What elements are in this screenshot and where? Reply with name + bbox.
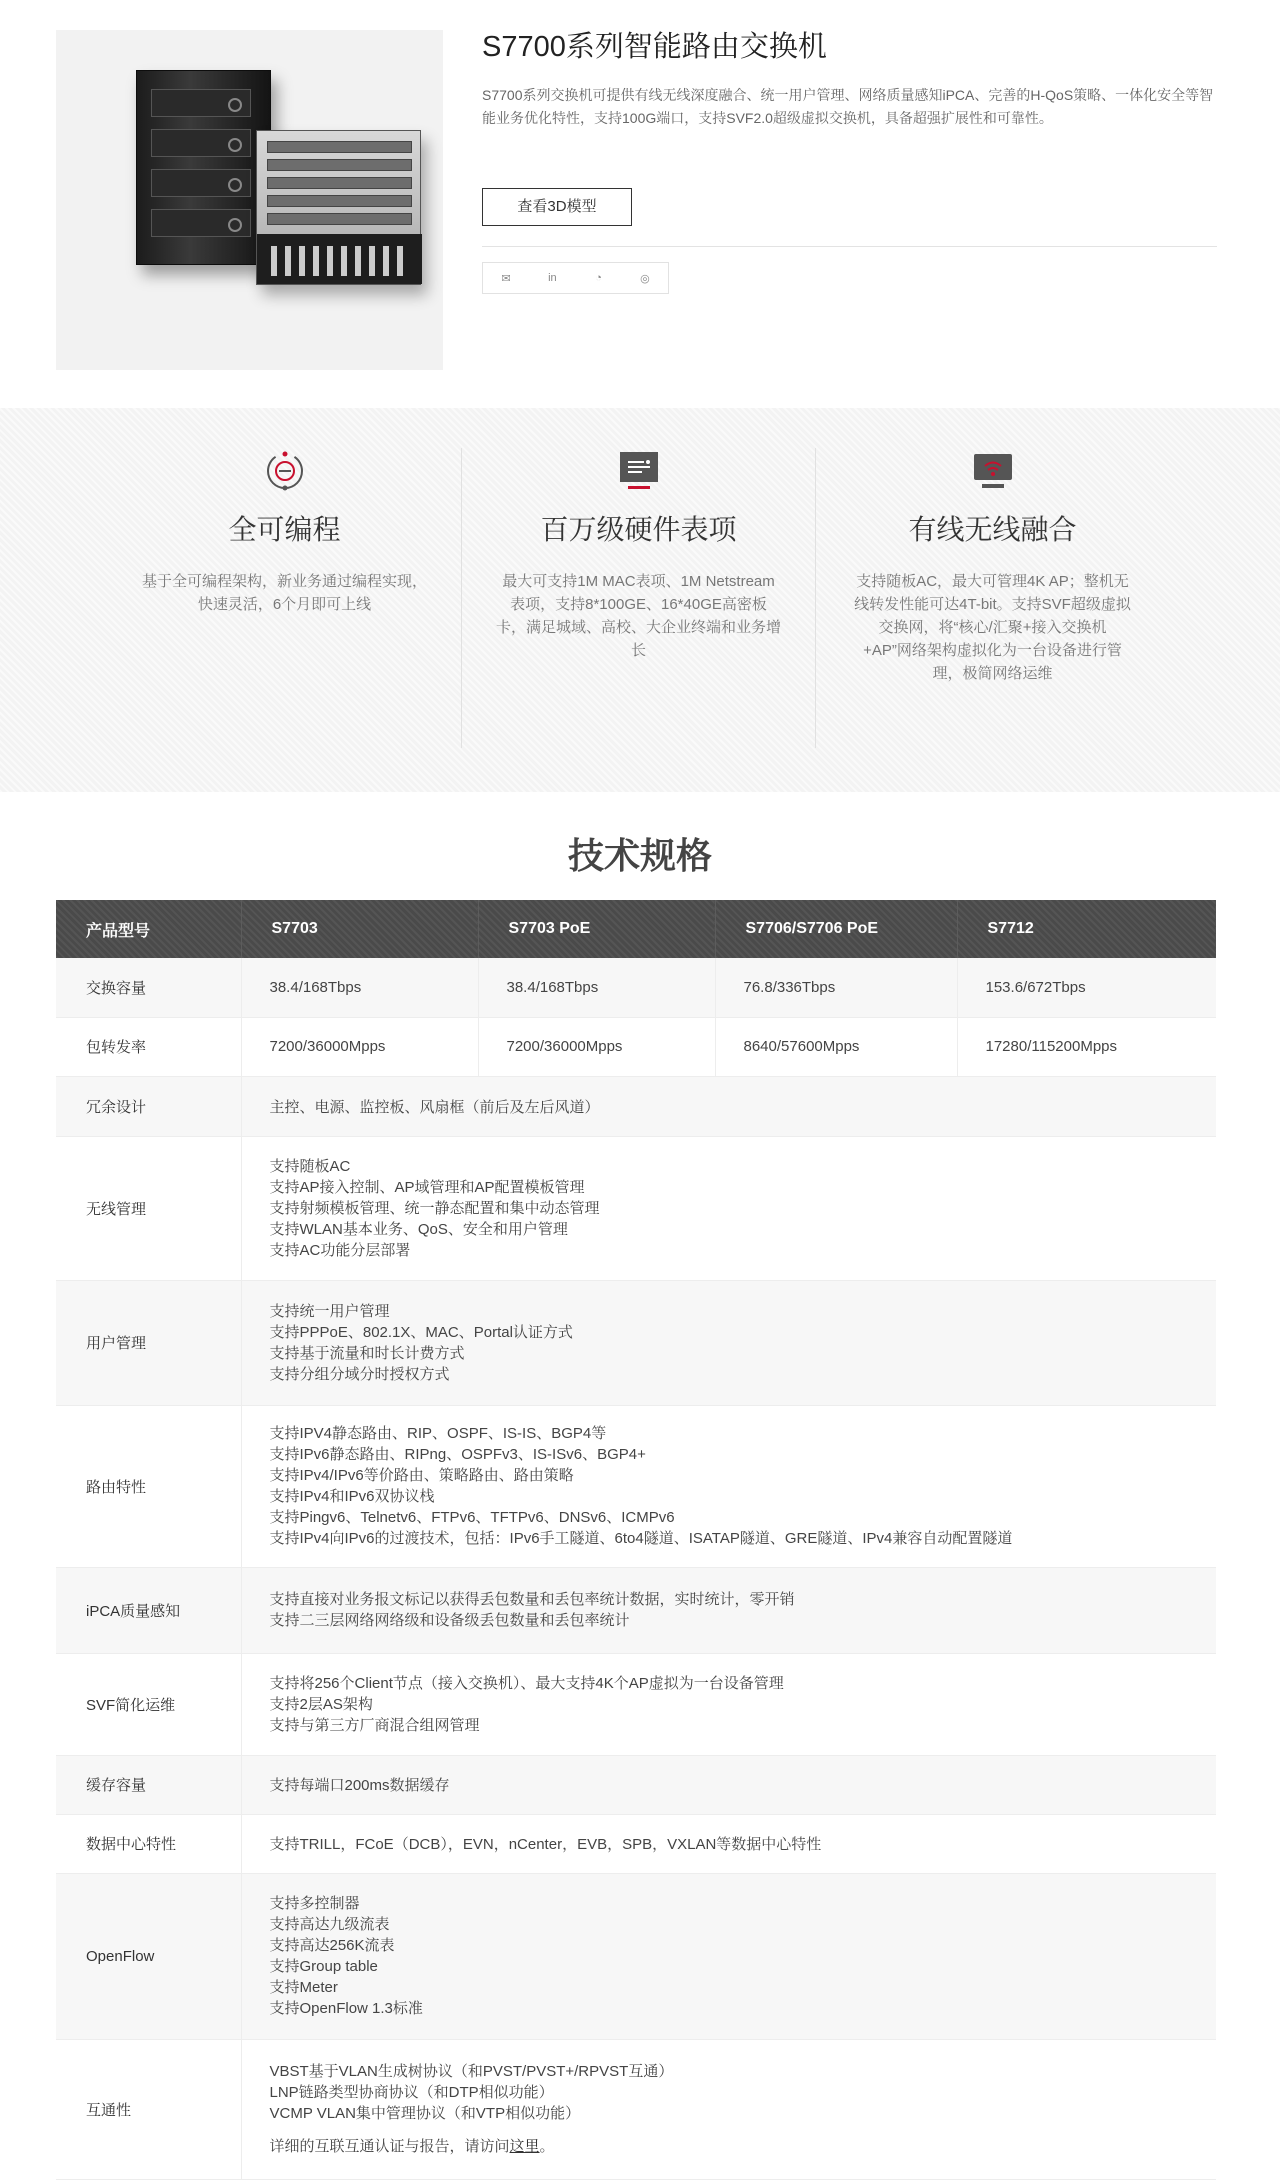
linkedin-icon: in — [548, 272, 557, 284]
product-image — [56, 30, 443, 370]
spec-section-title: 技术规格 — [567, 835, 712, 876]
table-cell: 7200/36000Mpps — [478, 1017, 715, 1076]
feature-programmable — [108, 408, 461, 792]
feature-title: 百万级硬件表项 — [540, 514, 737, 545]
spec-header-row — [56, 900, 1216, 958]
table-cell: 支持直接对业务报文标记以获得丢包数量和丢包率统计数据，实时统计，零开销 支持二三层网络网络级和设备级丢包数量和丢包率统计 — [241, 1567, 1216, 1653]
view-3d-model-button[interactable]: 查看3D模型 — [482, 188, 632, 226]
feature-hardware-entries — [462, 408, 815, 792]
chassis-short-illustration — [256, 130, 421, 285]
share-bar — [482, 262, 669, 294]
table-cell: 38.4/168Tbps — [241, 958, 478, 1017]
feature-wired-wireless — [816, 408, 1169, 792]
header-s7703-poe: S7703 PoE — [478, 900, 715, 958]
product-title: S7700系列智能路由交换机 — [482, 31, 827, 63]
table-cell: 153.6/672Tbps — [957, 958, 1216, 1017]
table-row — [56, 2039, 1216, 2179]
table-row — [56, 1873, 1216, 2039]
table-row — [56, 1755, 1216, 1814]
wireless-icon — [972, 450, 1014, 492]
table-row — [56, 1280, 1216, 1405]
weibo-icon: ◔ — [595, 272, 602, 284]
hardware-table-icon — [618, 450, 660, 492]
row-label: 数据中心特性 — [56, 1814, 241, 1873]
mail-icon: ✉ — [501, 272, 511, 285]
programming-icon — [264, 450, 306, 492]
table-cell: 7200/36000Mpps — [241, 1017, 478, 1076]
table-row — [56, 1405, 1216, 1567]
table-cell: 8640/57600Mpps — [715, 1017, 957, 1076]
share-linkedin-button[interactable] — [529, 263, 575, 293]
table-row — [56, 1076, 1216, 1136]
hero-divider — [482, 246, 1217, 247]
row-label: 互通性 — [56, 2039, 241, 2179]
row-label: 无线管理 — [56, 1136, 241, 1280]
feature-description: 最大可支持1M MAC表项、1M Netstream 表项，支持8*100GE、16*40GE高密板 卡，满足城域、高校、大企业终端和业务增 长 — [495, 573, 781, 659]
wechat-icon: ◎ — [640, 272, 650, 285]
feature-description: 支持随板AC，最大可管理4K AP；整机无 线转发性能可达4T-bit。支持SVF超级虚拟 交换网，将“核心/汇聚+接入交换机 +AP”网络架构虚拟化为一台设备进行管 理，极简网络运维 — [854, 573, 1131, 682]
table-cell: 支持TRILL，FCoE（DCB），EVN，nCenter，EVB，SPB，VXLAN等数据中心特性 — [241, 1814, 1216, 1873]
table-cell: 支持统一用户管理 支持PPPoE、802.1X、MAC、Portal认证方式 支持基于流量和时长计费方式 支持分组分域分时授权方式 — [241, 1280, 1216, 1405]
header-s7703: S7703 — [241, 900, 478, 958]
row-label: 用户管理 — [56, 1280, 241, 1405]
table-row — [56, 1017, 1216, 1076]
table-cell: VBST基于VLAN生成树协议（和PVST/PVST+/RPVST互通） LNP链路类型协商协议（和DTP相似功能） VCMP VLAN集中管理协议（和VTP相似功能） 详细的互联互通认证与报告，请访问这里。 — [241, 2039, 1216, 2179]
product-hero — [0, 0, 1280, 408]
table-cell: 支持每端口200ms数据缓存 — [241, 1755, 1216, 1814]
table-cell: 76.8/336Tbps — [715, 958, 957, 1017]
table-row — [56, 958, 1216, 1017]
table-cell: 38.4/168Tbps — [478, 958, 715, 1017]
feature-description: 基于全可编程架构，新业务通过编程实现， 快速灵活，6个月即可上线 — [141, 573, 427, 613]
feature-title: 全可编程 — [228, 514, 341, 545]
header-model: 产品型号 — [56, 900, 241, 958]
feature-title: 有线无线融合 — [908, 514, 1077, 545]
row-label: OpenFlow — [56, 1873, 241, 2039]
row-label: SVF简化运维 — [56, 1653, 241, 1755]
table-cell: 支持IPV4静态路由、RIP、OSPF、IS-IS、BGP4等 支持IPv6静态路由、RIPng、OSPFv3、IS-ISv6、BGP4+ 支持IPv4/IPv6等价路由、策略路由、路由策略 支持IPv4和IPv6双协议栈 支持Pingv6、Telnetv6、FTPv6、TFTPv6、DNSv6、ICMPv6 支持IPv4向IPv6的过渡技术，包括：IPv6手工隧道、6to4隧道、ISATAP隧道、GRE隧道、IPv4兼容自动配置隧道 — [241, 1405, 1216, 1567]
share-wechat-button[interactable] — [622, 263, 668, 293]
product-description: S7700系列交换机可提供有线无线深度融合、统一用户管理、网络质量感知iPCA、完善的H-QoS策略、一体化安全等智能业务优化特性，支持100G端口，支持SVF2.0超级虚拟交换机，具备超强扩展性和可靠性。 — [482, 87, 1214, 126]
table-row — [56, 1814, 1216, 1873]
header-s7712: S7712 — [957, 900, 1216, 958]
row-label: iPCA质量感知 — [56, 1567, 241, 1653]
table-cell: 主控、电源、监控板、风扇框（前后及左后风道） — [241, 1076, 1216, 1136]
row-label: 交换容量 — [56, 958, 241, 1017]
row-label: 包转发率 — [56, 1017, 241, 1076]
table-row — [56, 1653, 1216, 1755]
chassis-tall-illustration — [136, 70, 271, 265]
table-row — [56, 1136, 1216, 1280]
share-weibo-button[interactable] — [576, 263, 622, 293]
row-label: 冗余设计 — [56, 1076, 241, 1136]
table-row — [56, 1567, 1216, 1653]
row-label: 缓存容量 — [56, 1755, 241, 1814]
table-cell: 17280/115200Mpps — [957, 1017, 1216, 1076]
features-section — [0, 408, 1280, 792]
table-cell: 支持多控制器 支持高达九级流表 支持高达256K流表 支持Group table 支持Meter 支持OpenFlow 1.3标准 — [241, 1873, 1216, 2039]
spec-table — [56, 900, 1216, 2180]
header-s7706: S7706/S7706 PoE — [715, 900, 957, 958]
table-cell: 支持将256个Client节点（接入交换机）、最大支持4K个AP虚拟为一台设备管理 支持2层AS架构 支持与第三方厂商混合组网管理 — [241, 1653, 1216, 1755]
interop-note: 详细的互联互通认证与报告，请访问这里。 — [269, 2138, 555, 2155]
table-cell: 支持随板AC 支持AP接入控制、AP域管理和AP配置模板管理 支持射频模板管理、统一静态配置和集中动态管理 支持WLAN基本业务、QoS、安全和用户管理 支持AC功能分层部署 — [241, 1136, 1216, 1280]
interop-report-link[interactable]: 这里 — [509, 2138, 540, 2155]
row-label: 路由特性 — [56, 1405, 241, 1567]
share-mail-button[interactable] — [483, 263, 529, 293]
